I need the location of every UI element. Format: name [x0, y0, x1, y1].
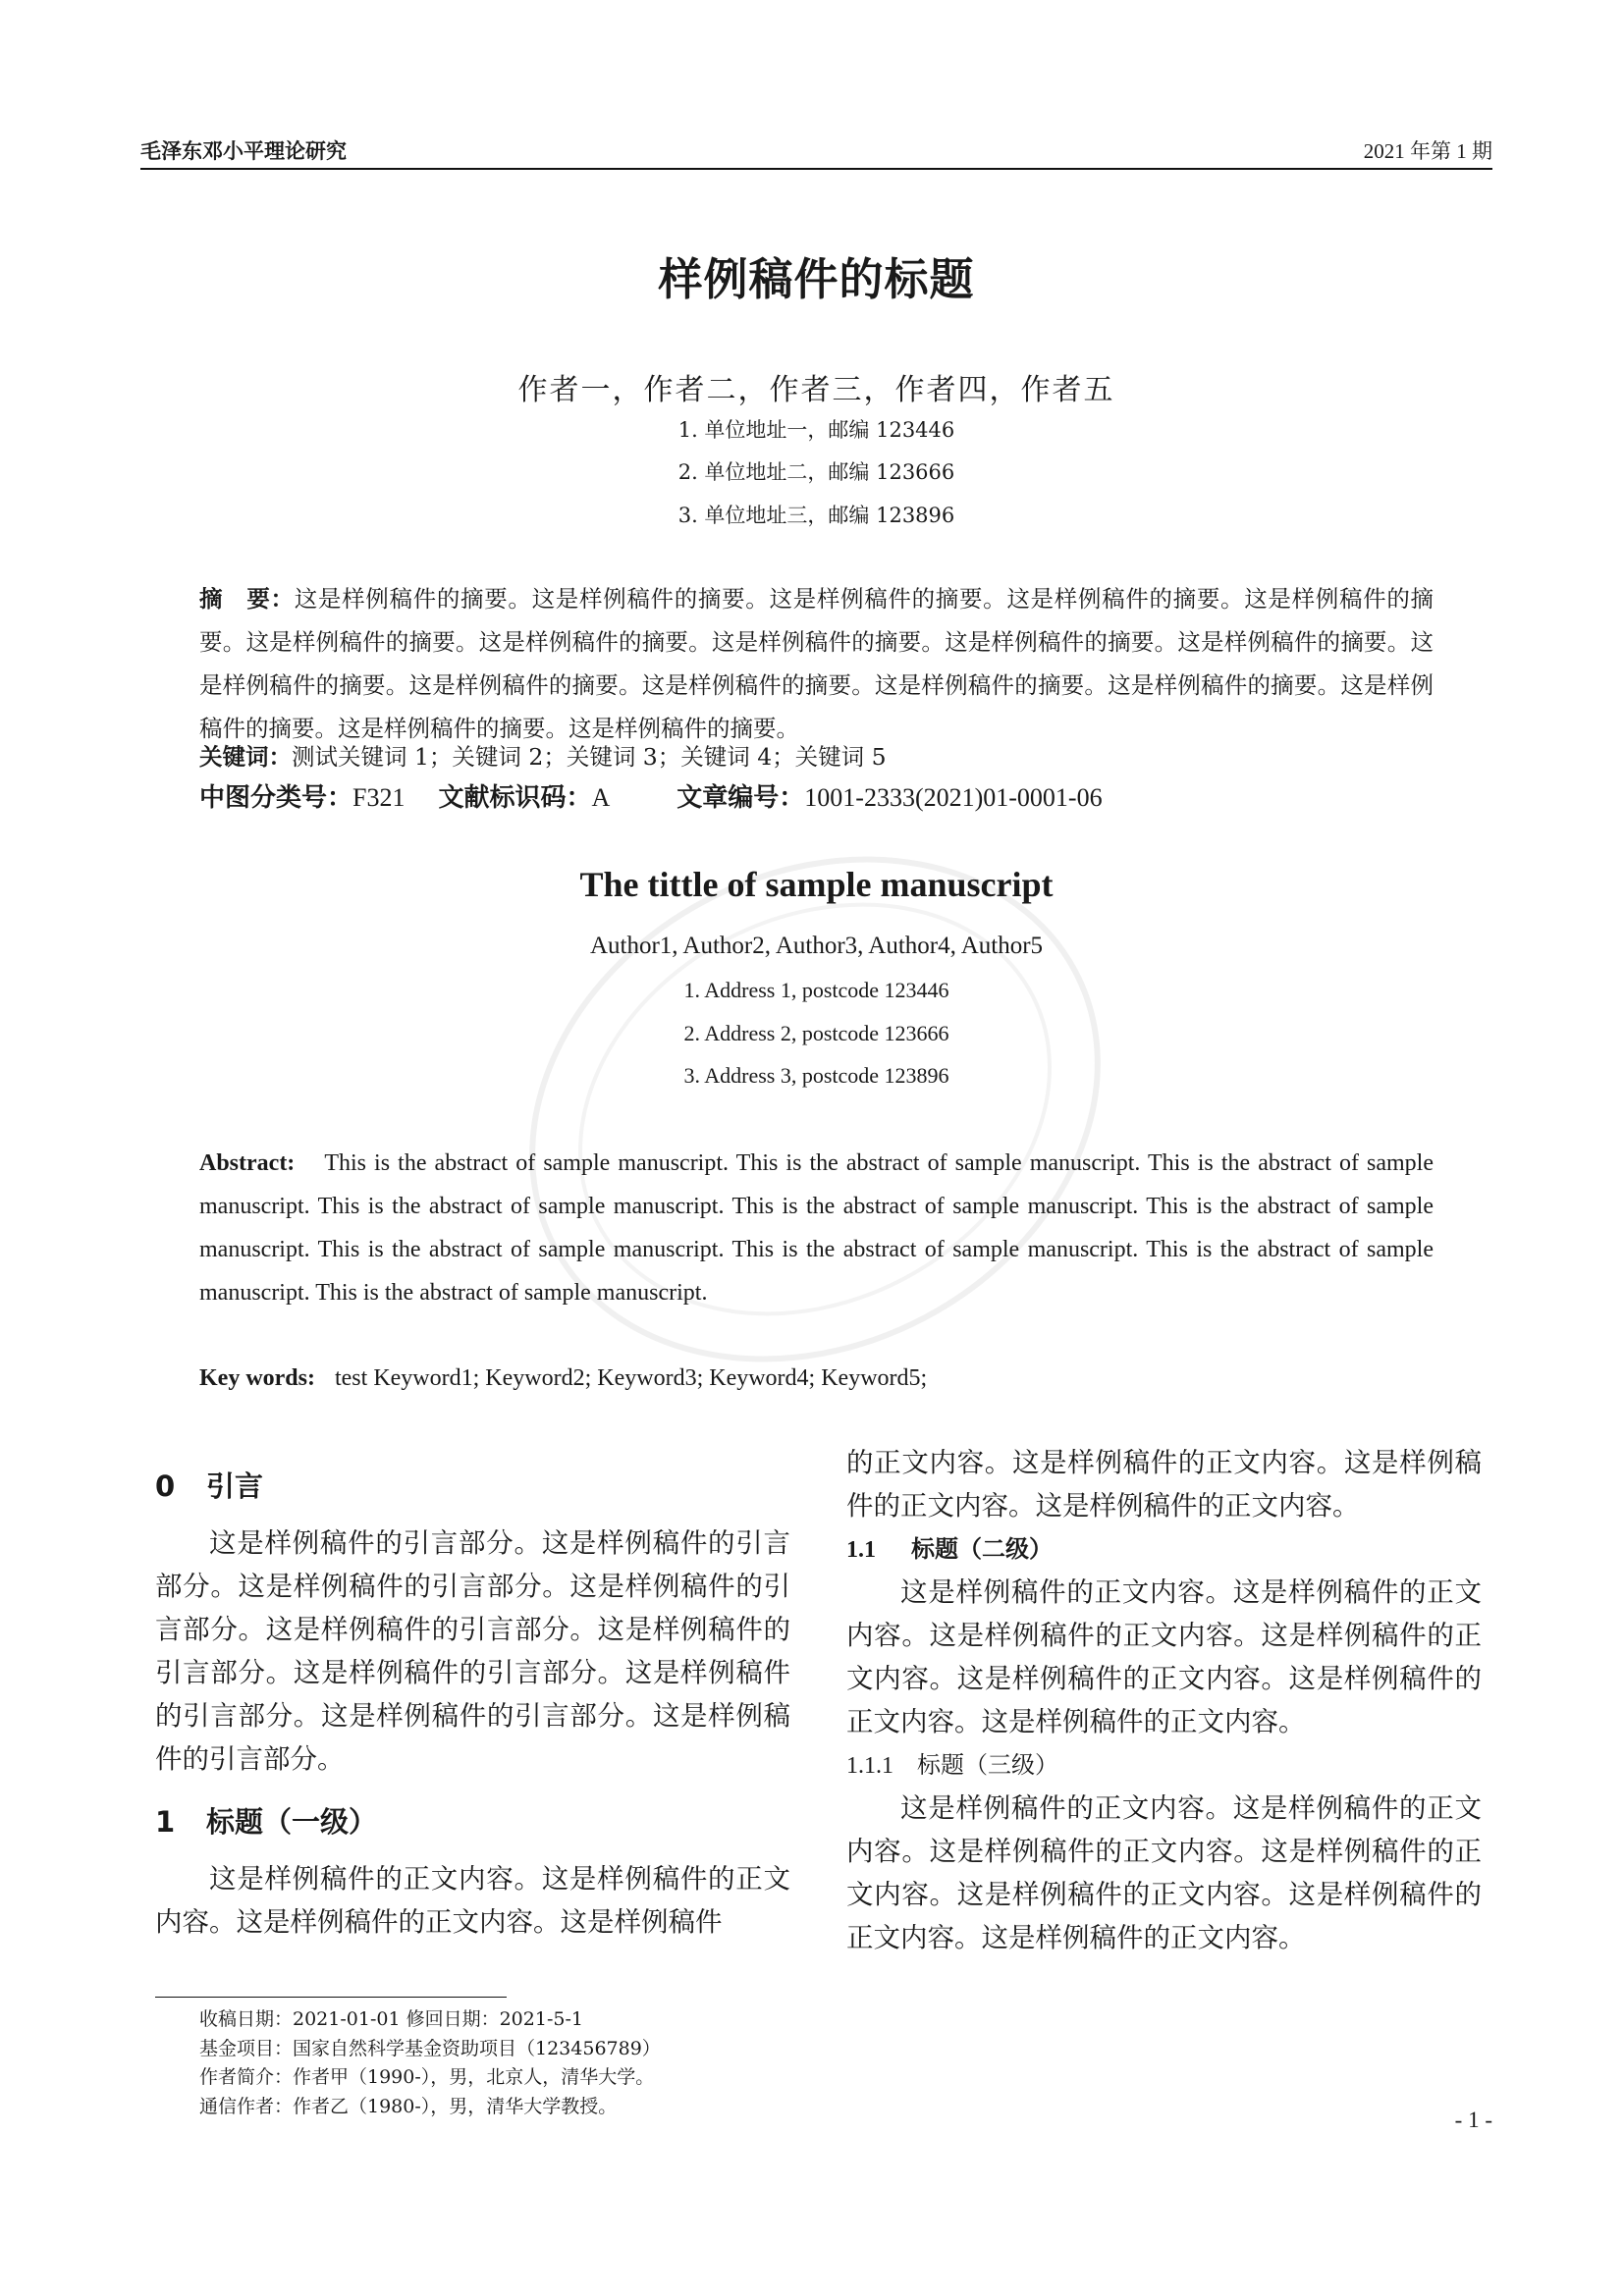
english-affiliation-1: 1. Address 1, postcode 123446	[683, 978, 949, 1002]
running-header	[140, 135, 1492, 171]
footnote-corresponding-author: 通信作者：作者乙（1980-），男，清华大学教授。	[199, 2095, 618, 2117]
section-1-1-title: 标题（二级）	[911, 1535, 1053, 1563]
english-keywords	[199, 1357, 1434, 1400]
section-0-paragraph: 这是样例稿件的引言部分。这是样例稿件的引言部分。这是样例稿件的引言部分。这是样例稿件的引言部分。这是样例稿件的引言部分。这是样例稿件的引言部分。这是样例稿件的引言部分。这是样例稿件的引言部分。这是样例稿件的引言部分。这是样例稿件的引言部分。	[155, 1527, 790, 1775]
chinese-keywords-text: 测试关键词 1；关键词 2；关键词 3；关键词 4；关键词 5	[292, 743, 887, 771]
english-keywords-text: test Keyword1; Keyword2; Keyword3; Keyword4; Keyword5;	[334, 1365, 928, 1391]
clc-value: F321	[352, 783, 406, 812]
classification-line	[199, 776, 1434, 820]
section-1-1-1-number: 1.1.1	[846, 1753, 893, 1779]
article-number-label: 文章编号：	[677, 783, 805, 813]
chinese-abstract-text: 这是样例稿件的摘要。这是样例稿件的摘要。这是样例稿件的摘要。这是样例稿件的摘要。这是样例稿件的摘要。这是样例稿件的摘要。这是样例稿件的摘要。这是样例稿件的摘要。这是样例稿件的摘要。这是样例稿件的摘要。这是样例稿件的摘要。这是样例稿件的摘要。这是样例稿件的摘要。这是样例稿件的摘要。这是样例稿件的摘要。这是样例稿件的摘要。这是样例稿件的摘要。这是样例稿件的摘要。	[199, 585, 1435, 742]
section-1-paragraph-start: 这是样例稿件的正文内容。这是样例稿件的正文内容。这是样例稿件的正文内容。这是样例稿件	[155, 1863, 790, 1938]
page-number: - 1 -	[1454, 2108, 1492, 2132]
section-1-1-1-paragraph: 这是样例稿件的正文内容。这是样例稿件的正文内容。这是样例稿件的正文内容。这是样例稿件的正文内容。这是样例稿件的正文内容。这是样例稿件的正文内容。这是样例稿件的正文内容。	[846, 1792, 1482, 1953]
english-abstract	[199, 1142, 1434, 1314]
section-1-number: 1	[155, 1805, 176, 1839]
article-number-value: 1001-2333(2021)01-0001-06	[804, 783, 1103, 812]
english-affiliation-2: 2. Address 2, postcode 123666	[683, 1021, 949, 1045]
chinese-keywords	[199, 735, 1434, 778]
english-abstract-text: This is the abstract of sample manuscript. This is the abstract of sample manuscript. This is the abstract of sample manuscript. This is the abstract of sample manuscript. This is the abstract of sample manuscript. This is the abstract of sample manuscript. This is the abstract of sample manuscript. This is the abstract of sample manuscript. This is the abstract of sample manuscript. This is the abstract of sample manuscript.	[199, 1150, 1434, 1306]
english-title: The tittle of sample manuscript	[579, 865, 1054, 904]
footnote-funding: 基金项目：国家自然科学基金资助项目（123456789）	[199, 2037, 661, 2059]
doccode-label: 文献标识码：	[438, 783, 592, 813]
left-column	[155, 1441, 790, 1944]
clc-label: 中图分类号：	[199, 783, 353, 813]
right-column	[846, 1441, 1482, 1959]
footnote-author-bio: 作者简介：作者甲（1990-），男，北京人，清华大学。	[199, 2066, 655, 2088]
footnotes	[199, 2005, 1181, 2121]
english-authors: Author1, Author2, Author3, Author4, Author5	[589, 933, 1044, 959]
english-abstract-label: Abstract:	[199, 1150, 296, 1176]
section-1-paragraph-continued: 的正文内容。这是样例稿件的正文内容。这是样例稿件的正文内容。这是样例稿件的正文内容。	[846, 1447, 1482, 1522]
chinese-affiliation-3: 3. 单位地址三，邮编 123896	[677, 504, 955, 527]
header-rule	[140, 168, 1492, 170]
section-0-title: 引言	[206, 1469, 264, 1503]
chinese-abstract	[199, 577, 1434, 750]
english-affiliation-3: 3. Address 3, postcode 123896	[683, 1063, 949, 1088]
footnote-rule	[155, 1997, 507, 1998]
section-0-number: 0	[155, 1469, 176, 1503]
section-1-1-paragraph: 这是样例稿件的正文内容。这是样例稿件的正文内容。这是样例稿件的正文内容。这是样例稿件的正文内容。这是样例稿件的正文内容。这是样例稿件的正文内容。这是样例稿件的正文内容。	[846, 1576, 1482, 1737]
section-1-1-1-heading	[846, 1743, 1482, 1787]
chinese-keywords-label: 关键词：	[199, 743, 292, 771]
journal-name: 毛泽东邓小平理论研究	[140, 139, 347, 163]
section-1-1-1-title: 标题（三级）	[917, 1751, 1058, 1779]
chinese-authors: 作者一，作者二，作者三，作者四，作者五	[517, 373, 1115, 407]
section-1-heading	[155, 1796, 790, 1847]
chinese-abstract-label: 摘 要：	[199, 585, 295, 613]
chinese-affiliation-1: 1. 单位地址一，邮编 123446	[677, 418, 955, 442]
section-0-heading	[155, 1461, 790, 1512]
section-1-title: 标题（一级）	[206, 1805, 378, 1839]
chinese-affiliation-2: 2. 单位地址二，邮编 123666	[677, 460, 955, 484]
english-keywords-label: Key words:	[199, 1365, 315, 1391]
section-1-1-number: 1.1	[846, 1537, 876, 1563]
section-1-1-heading	[846, 1527, 1482, 1571]
issue-info: 2021 年第 1 期	[1363, 139, 1492, 163]
doccode-value: A	[591, 783, 611, 812]
footnote-received-date: 收稿日期：2021-01-01 修回日期：2021-5-1	[199, 2008, 583, 2030]
chinese-title: 样例稿件的标题	[658, 253, 975, 305]
